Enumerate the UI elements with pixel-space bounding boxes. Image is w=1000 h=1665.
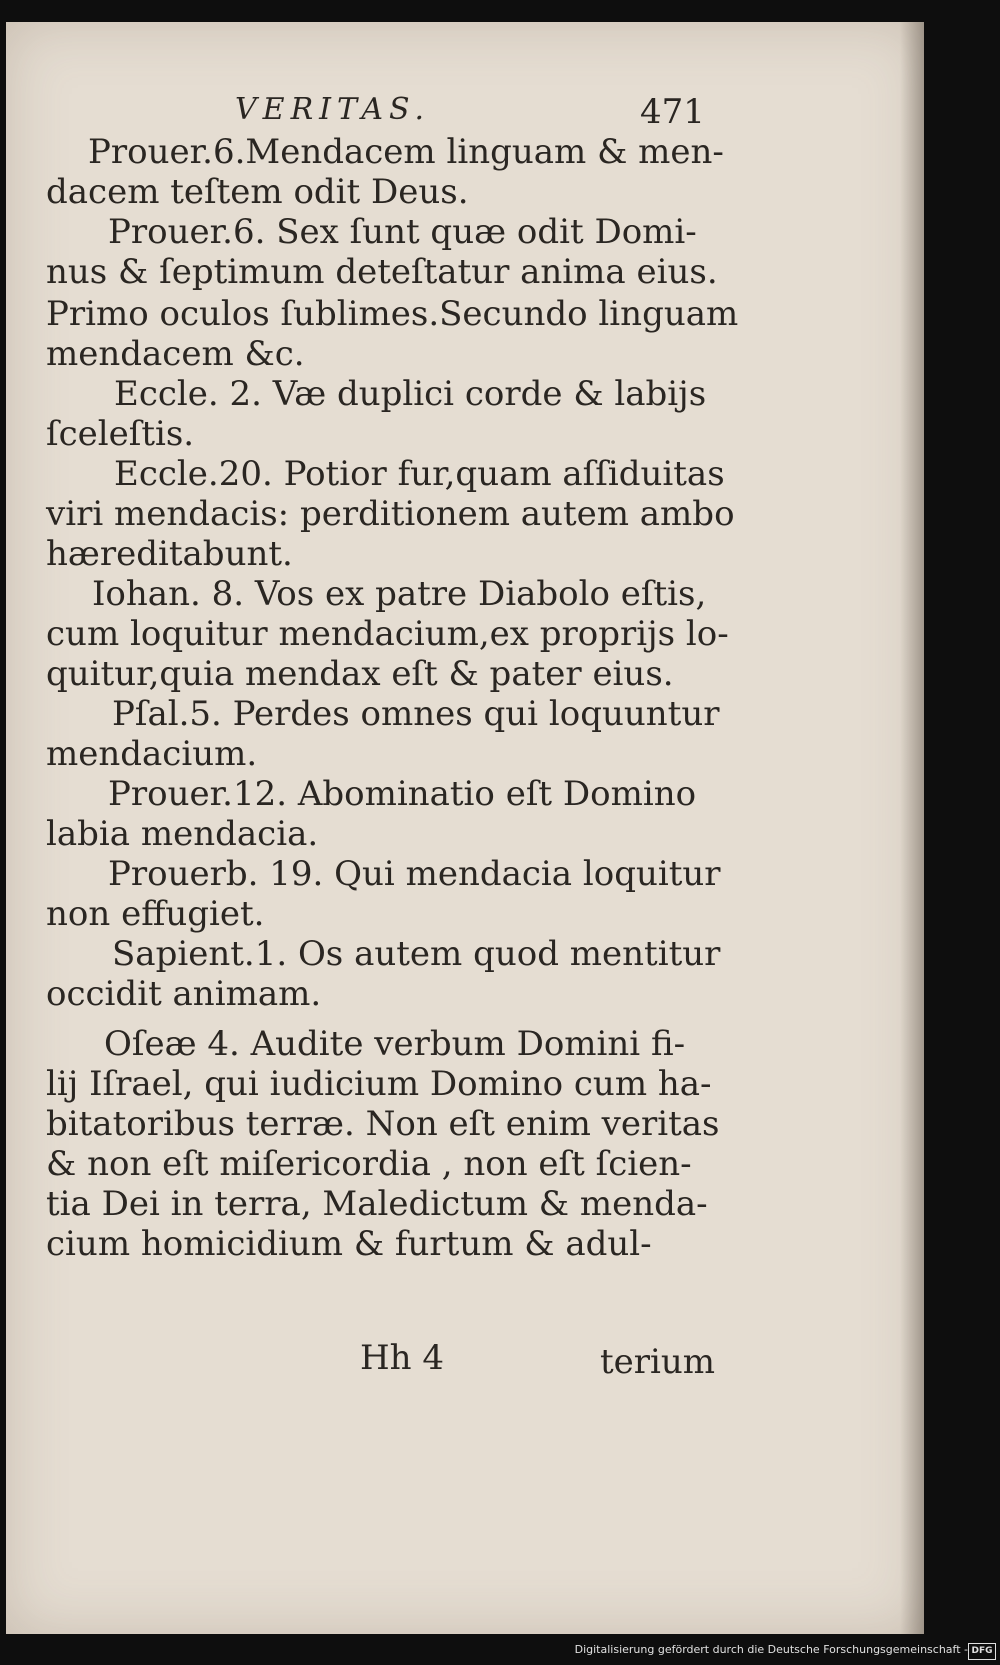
text-line: tia Dei in terra, Maledictum & menda-	[46, 1184, 708, 1224]
text-line: Prouerb. 19. Qui mendacia loquitur	[108, 854, 721, 894]
text-line: Primo oculos ſublimes.Secundo linguam	[46, 294, 739, 334]
text-line: ſceleſtis.	[46, 414, 195, 454]
text-line: mendacium.	[46, 734, 258, 774]
catchword: terium	[600, 1342, 716, 1382]
text-line: bitatoribus terræ. Non eſt enim veritas	[46, 1104, 720, 1144]
text-line: Eccle. 2. Væ duplici corde & labijs	[114, 374, 707, 414]
text-line: Prouer.6.Mendacem linguam & men-	[88, 132, 724, 172]
text-line: Prouer.12. Abominatio eſt Domino	[108, 774, 697, 814]
text-line: Prouer.6. Sex ſunt quæ odit Domi-	[108, 212, 697, 252]
text-line: occidit animam.	[46, 974, 322, 1014]
text-line: cium homicidium & furtum & adul-	[46, 1224, 652, 1264]
text-line: quitur,quia mendax eſt & pater eius.	[46, 654, 674, 694]
credit-bar	[0, 1640, 1000, 1665]
text-line: & non eſt miſericordia , non eſt ſcien-	[46, 1144, 692, 1184]
dfg-logo-icon: DFG	[968, 1643, 996, 1660]
text-line: non effugiet.	[46, 894, 265, 934]
text-line: Eccle.20. Potior fur,quam aſſiduitas	[114, 454, 725, 494]
text-line: hæreditabunt.	[46, 534, 293, 574]
page-number: 471	[640, 92, 705, 132]
text-line: cum loquitur mendacium,ex proprijs lo-	[46, 614, 729, 654]
page-edge-shadow	[900, 22, 924, 1634]
text-line: Oſeæ 4. Audite verbum Domini fi-	[104, 1024, 686, 1064]
signature-mark: Hh 4	[360, 1338, 444, 1378]
text-line: dacem teſtem odit Deus.	[46, 172, 469, 212]
running-title: VERITAS.	[235, 92, 431, 127]
text-line: lij Iſrael, qui iudicium Domino cum ha-	[46, 1064, 712, 1104]
text-line: Pſal.5. Perdes omnes qui loquuntur	[112, 694, 720, 734]
credit-text: Digitalisierung gefördert durch die Deutsche Forschungsgemeinschaft -	[574, 1643, 968, 1656]
text-line: Sapient.1. Os autem quod mentitur	[112, 934, 721, 974]
text-line: viri mendacis: perditionem autem ambo	[46, 494, 735, 534]
text-line: nus & ſeptimum deteſtatur anima eius.	[46, 252, 718, 292]
text-line: Iohan. 8. Vos ex patre Diabolo eſtis,	[92, 574, 707, 614]
text-line: labia mendacia.	[46, 814, 319, 854]
text-line: mendacem &c.	[46, 334, 305, 374]
